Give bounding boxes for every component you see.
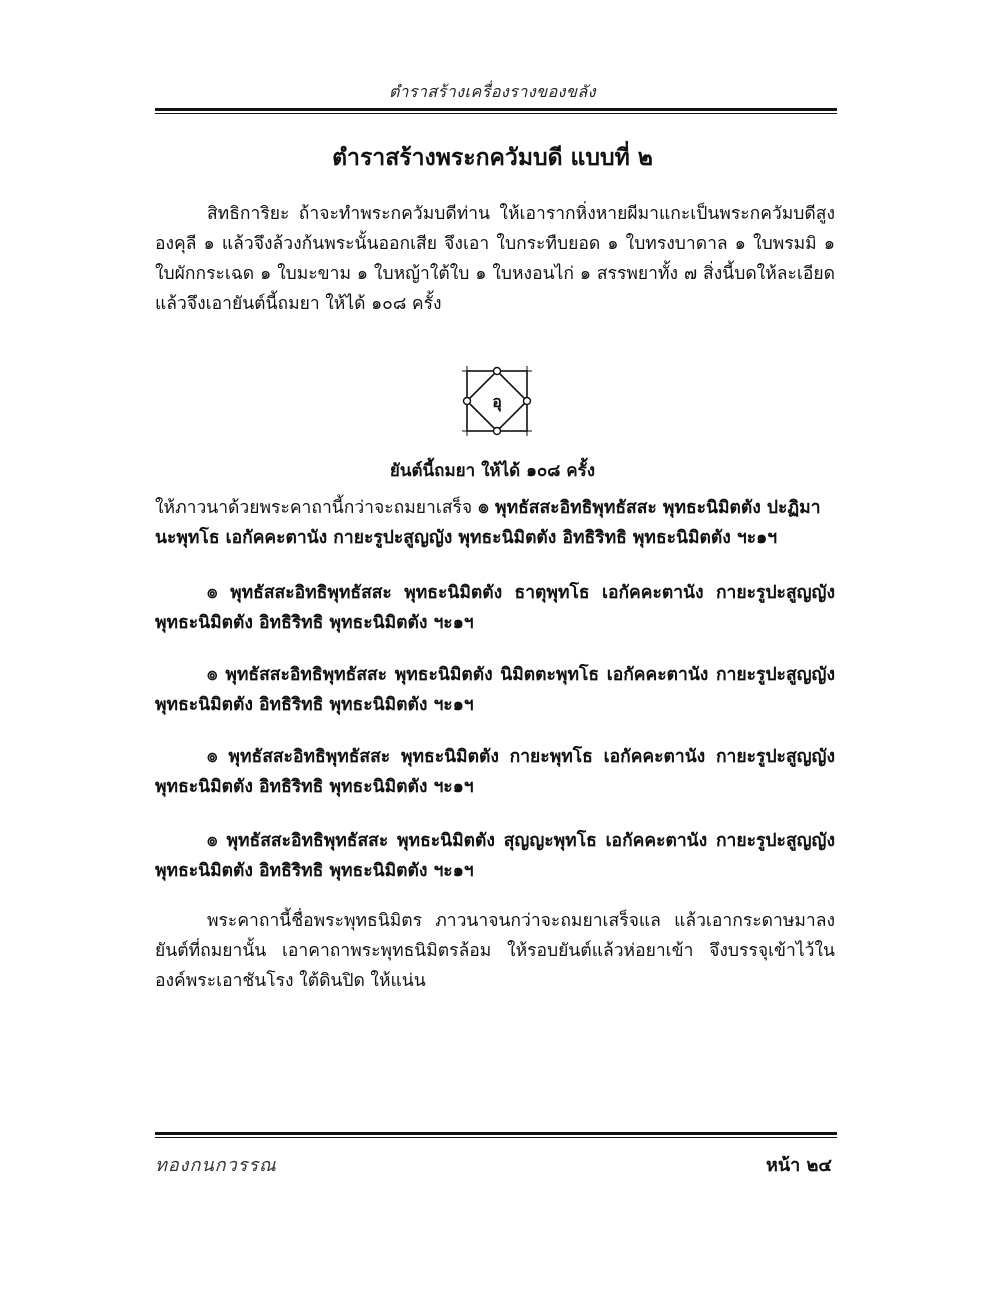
footer-rule-thick: [155, 1132, 837, 1135]
footer-rule-thin: [155, 1137, 837, 1138]
yantra-glyph: อุ: [492, 392, 502, 411]
chant-lead: ให้ภาวนาด้วยพระคาถานี้กว่าจะถมยาเสร็จ: [155, 498, 473, 518]
page-title: ตำราสร้างพระกควัมบดี แบบที่ ๒: [332, 145, 653, 171]
header-rule-thin: [155, 113, 837, 114]
page-number: หน้า ๒๔: [765, 1155, 832, 1176]
intro-paragraph: สิทธิการิยะ ถ้าจะทำพระกควัมบดีท่าน ให้เอารากหิ่งหายผีมาแกะเป็นพระกควัมบดีสูงองคุลี ๑ แล้วจึงล้วงก้นพระนั้นออกเสีย จึงเอา ใบกระทืบยอด ๑ ใบทรงบาดาล ๑ ใบพรมมิ ๑ ใบผักกระเฉด ๑ ใบมะขาม ๑ ใบหญ้าใต้ใบ ๑ ใบหงอนไก่ ๑ สรรพยาทั้ง ๗ สิ่งนี้บดให้ละเอียด แล้วจึงเอายันต์นี้ถมยา ให้ได้ ๑๐๘ ครั้ง: [155, 204, 835, 314]
yantra-caption: ยันต์นี้ถมยา ให้ได้ ๑๐๘ ครั้ง: [389, 461, 596, 481]
chant-stanza-4: ๏ พุทธัสสะอิทธิพุทธัสสะ พุทธะนิมิตตัง กายะพุทโธ เอกัคคะตานัง กายะรูปะสูญญัง พุทธะนิมิตตัง อิทธิริทธิ พุทธะนิมิตตัง ฯะ๑ฯ: [155, 747, 835, 797]
chant-text: ๏ พุทธัสสะอิทธิพุทธัสสะ พุทธะนิมิตตัง ปะฏิมานะพุทโธ เอกัคคะตานัง กายะรูปะสูญญัง พุทธะนิมิตตัง อิทธิริทธิ พุทธะนิมิตตัง ฯะ๑ฯ: [155, 498, 821, 548]
author-signature: ทองกนกวรรณ: [155, 1155, 277, 1176]
running-header: ตำราสร้างเครื่องรางของขลัง: [388, 82, 597, 101]
yantra-diagram: [462, 366, 532, 436]
chant-stanza-3: ๏ พุทธัสสะอิทธิพุทธัสสะ พุทธะนิมิตตัง นิมิตตะพุทโธ เอกัคคะตานัง กายะรูปะสูญญัง พุทธะนิมิตตัง อิทธิริทธิ พุทธะนิมิตตัง ฯะ๑ฯ: [155, 665, 835, 715]
chant-stanza-1: [155, 493, 835, 553]
chant-stanza-5: ๏ พุทธัสสะอิทธิพุทธัสสะ พุทธะนิมิตตัง สุญญะพุทโธ เอกัคคะตานัง กายะรูปะสูญญัง พุทธะนิมิตตัง อิทธิริทธิ พุทธะนิมิตตัง ฯะ๑ฯ: [155, 831, 835, 881]
header-rule-thick: [155, 108, 837, 111]
chant-stanza-2: ๏ พุทธัสสะอิทธิพุทธัสสะ พุทธะนิมิตตัง ธาตุพุทโธ เอกัคคะตานัง กายะรูปะสูญญัง พุทธะนิมิตตัง อิทธิริทธิ พุทธะนิมิตตัง ฯะ๑ฯ: [155, 583, 835, 633]
closing-paragraph: พระคาถานี้ชื่อพระพุทธนิมิตร ภาวนาจนกว่าจะถมยาเสร็จแล แล้วเอากระดาษมาลงยันต์ที่ถมยานั้น เอาคาถาพระพุทธนิมิตรล้อม ให้รอบยันต์แล้วห่อยาเข้า จึงบรรจุเข้าไว้ในองค์พระเอาชันโรง ใต้ดินปิด ให้แน่น: [155, 911, 835, 991]
